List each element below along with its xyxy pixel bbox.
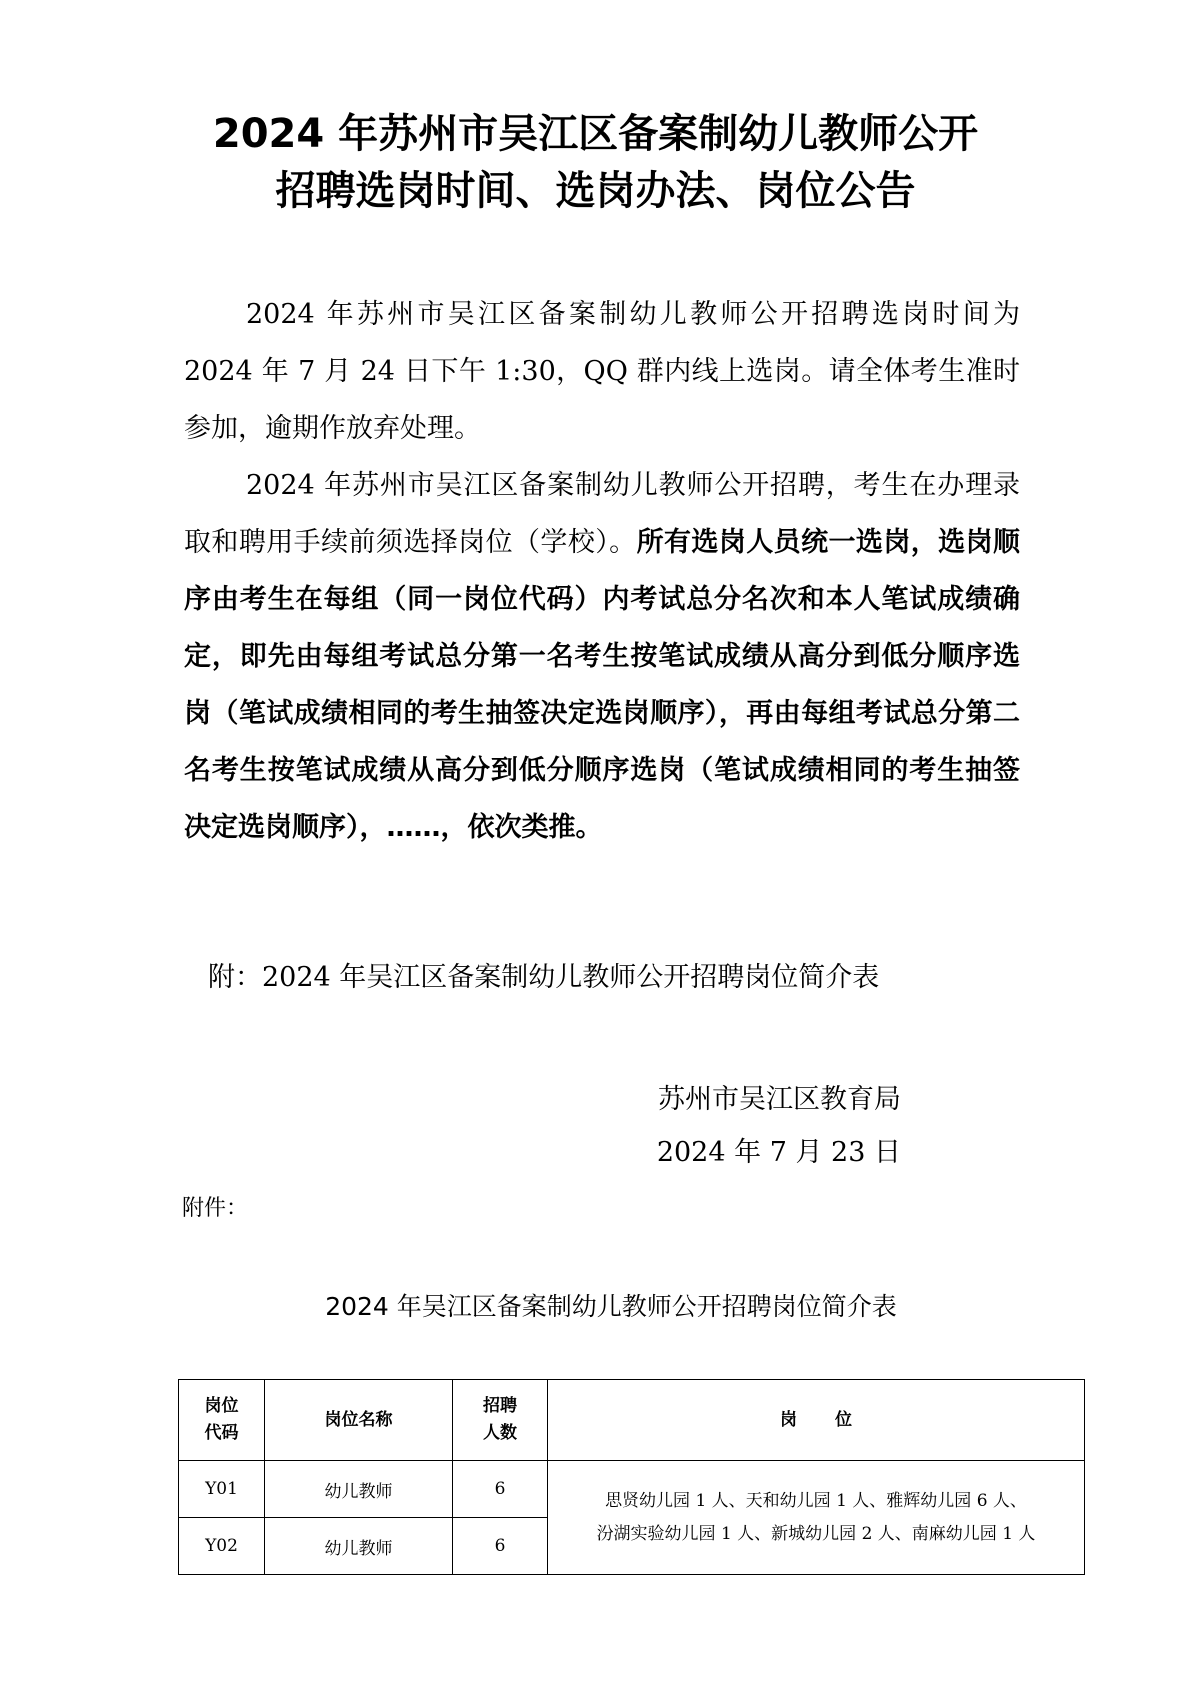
header-code	[179, 1380, 265, 1461]
paragraph-method-normal: 2024 年苏州市吴江区备案制幼儿教师公开招聘，考生在办理录取和聘用手续前须选择岗位（学校）。	[184, 470, 1020, 558]
title-line-2: 招聘选岗时间、选岗办法、岗位公告	[275, 168, 916, 214]
paragraph-method	[184, 457, 1020, 856]
attachment-note: 附：2024 年吴江区备案制幼儿教师公开招聘岗位简介表	[208, 962, 880, 993]
header-code-line2: 代码	[204, 1423, 239, 1443]
row-name: 幼儿教师	[265, 1461, 453, 1518]
row-name: 幼儿教师	[265, 1518, 453, 1575]
attachment-label: 附件：	[182, 1196, 249, 1221]
table-title: 2024 年吴江区备案制幼儿教师公开招聘岗位简介表	[325, 1292, 897, 1321]
header-position-b: 位	[835, 1409, 852, 1430]
header-position	[548, 1380, 1085, 1461]
paragraph-method-bold: 所有选岗人员统一选岗，选岗顺序由考生在每组（同一岗位代码）内考试总分名次和本人笔试成绩确定，即先由每组考试总分第一名考生按笔试成绩从高分到低分顺序选岗（笔试成绩相同的考生抽签决定选岗顺序），再由每组考试总分第二名考生按笔试成绩从高分到低分顺序选岗（笔试成绩相同的考生抽签决定选岗顺序），……，依次类推。	[184, 527, 1021, 843]
header-code-line1: 岗位	[204, 1396, 239, 1416]
header-count-line1: 招聘	[483, 1396, 517, 1416]
table-row	[179, 1461, 1085, 1518]
header-name: 岗位名称	[265, 1380, 453, 1461]
row-count: 6	[453, 1518, 548, 1575]
signature-org: 苏州市吴江区教育局	[658, 1084, 901, 1115]
row-code: Y01	[179, 1461, 265, 1518]
header-count	[453, 1380, 548, 1461]
row-code: Y02	[179, 1518, 265, 1575]
schools-line1: 思贤幼儿园 1 人、天和幼儿园 1 人、雅辉幼儿园 6 人、	[605, 1490, 1027, 1511]
positions-table	[178, 1379, 1085, 1575]
header-position-a: 岗	[780, 1409, 797, 1430]
title-line-1: 2024 年苏州市吴江区备案制幼儿教师公开	[212, 111, 979, 157]
paragraph-schedule: 2024 年苏州市吴江区备案制幼儿教师公开招聘选岗时间为 2024 年 7 月 24 日下午 1:30，QQ 群内线上选岗。请全体考生准时参加，逾期作放弃处理。	[184, 299, 1020, 444]
table-header-row	[179, 1380, 1085, 1461]
row-schools	[548, 1461, 1085, 1575]
header-count-line2: 人数	[483, 1423, 517, 1443]
schools-line2: 汾湖实验幼儿园 1 人、新城幼儿园 2 人、南麻幼儿园 1 人	[596, 1523, 1036, 1544]
signature-date: 2024 年 7 月 23 日	[656, 1137, 901, 1168]
row-count: 6	[453, 1461, 548, 1518]
